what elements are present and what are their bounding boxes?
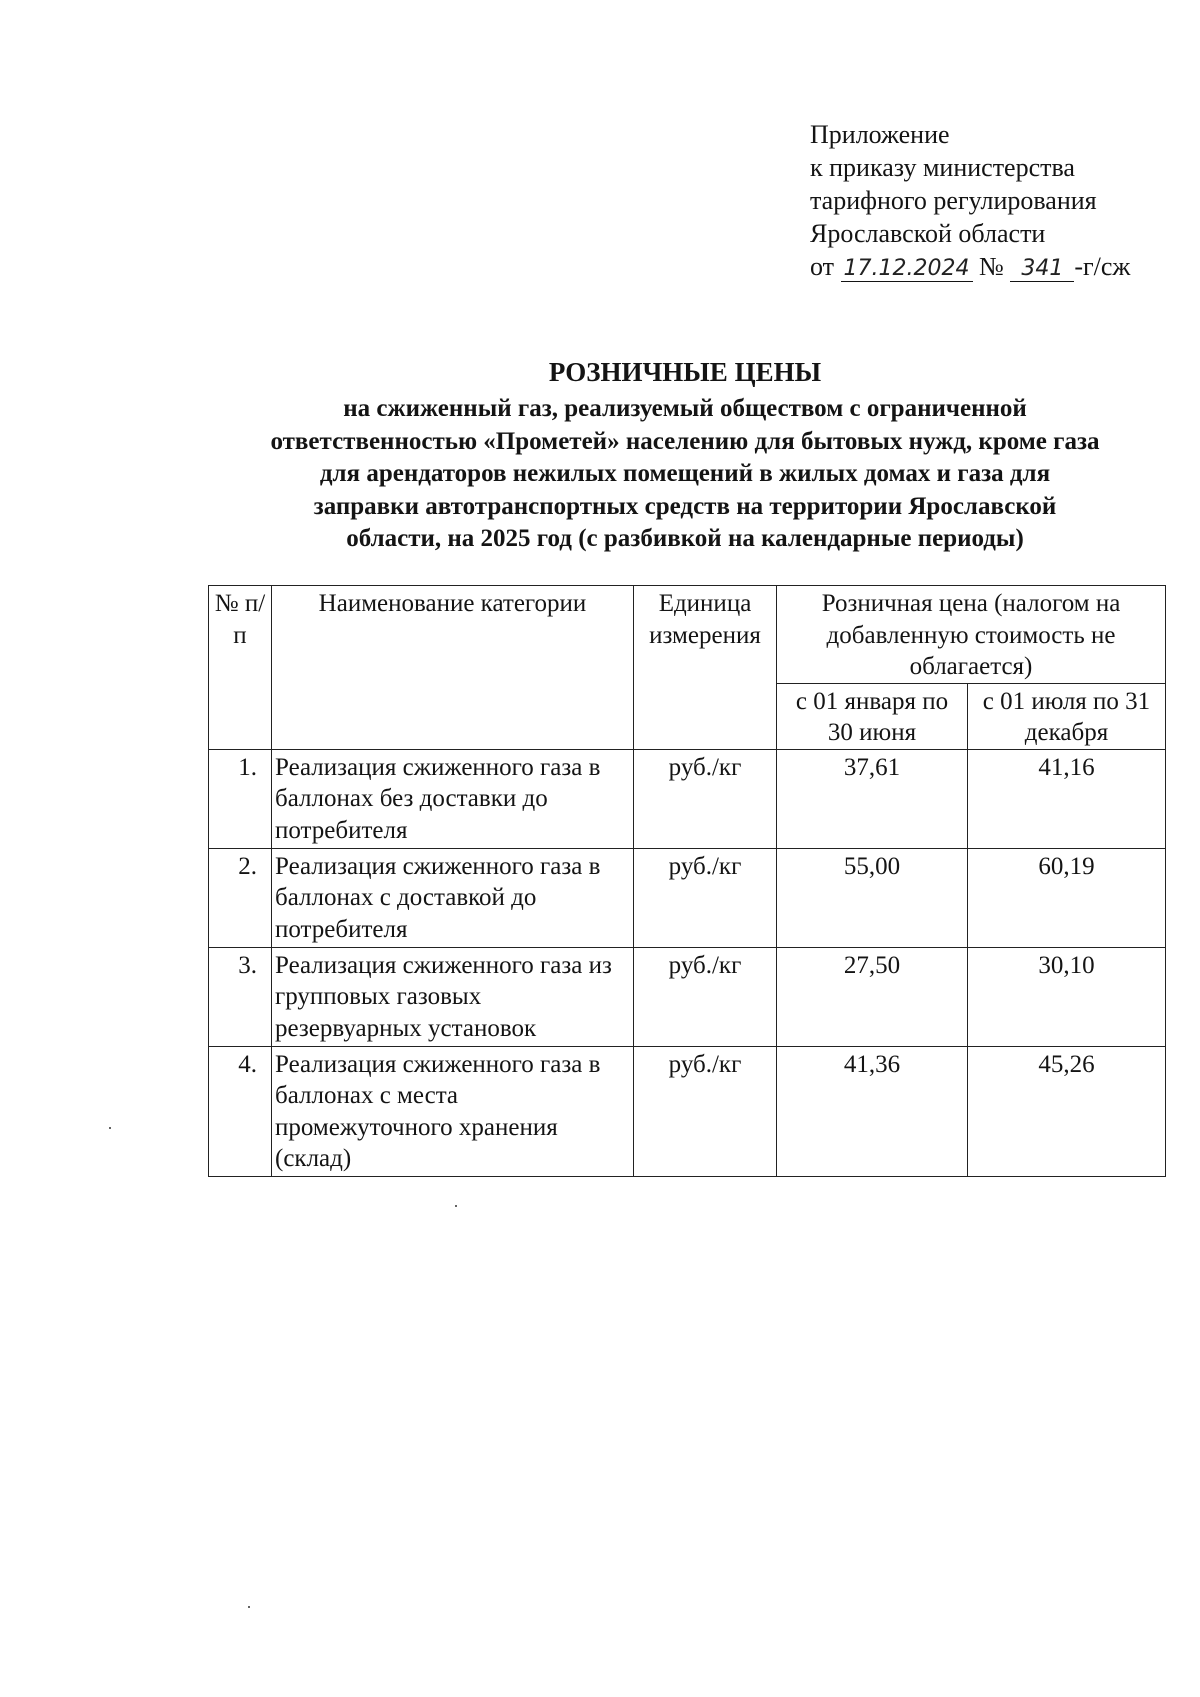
appendix-line-4: Ярославской области bbox=[810, 219, 1046, 248]
price-table bbox=[208, 585, 1166, 1177]
row-unit: руб./кг bbox=[634, 749, 777, 848]
row-num: 4. bbox=[209, 1046, 272, 1176]
handwritten-date: 17.12.2024 bbox=[841, 257, 973, 282]
row-unit: руб./кг bbox=[634, 1046, 777, 1176]
row-name: Реализация сжиженного газа из групповых газовых резервуарных установок bbox=[272, 947, 634, 1046]
title-sub-line-1: на сжиженный газ, реализуемый обществом с ограниченной bbox=[343, 395, 1027, 422]
appendix-prefix: от bbox=[810, 252, 835, 281]
row-price-period-2: 30,10 bbox=[968, 947, 1166, 1046]
row-price-period-2: 60,19 bbox=[968, 848, 1166, 947]
row-price-period-1: 55,00 bbox=[777, 848, 968, 947]
table-row bbox=[209, 947, 1166, 1046]
row-price-period-1: 27,50 bbox=[777, 947, 968, 1046]
appendix-line-5 bbox=[810, 250, 1130, 283]
handwritten-number: 341 bbox=[1010, 257, 1074, 282]
header-period-1: с 01 января по 30 июня bbox=[777, 683, 968, 749]
title-sub-line-2: ответственностью «Прометей» населению для бытовых нужд, кроме газа bbox=[270, 427, 1100, 455]
title-sub-line-5: области, на 2025 год (с разбивкой на календарные периоды) bbox=[346, 525, 1024, 552]
row-price-period-1: 41,36 bbox=[777, 1046, 968, 1176]
scan-speck bbox=[109, 1127, 111, 1129]
header-period-2: с 01 июля по 31 декабря bbox=[968, 683, 1166, 749]
row-num: 2. bbox=[209, 848, 272, 947]
row-price-period-1: 37,61 bbox=[777, 749, 968, 848]
row-name: Реализация сжиженного газа в баллонах с доставкой до потребителя bbox=[272, 848, 634, 947]
header-num: № п/п bbox=[209, 586, 272, 750]
header-unit: Единица измерения bbox=[634, 586, 777, 750]
row-unit: руб./кг bbox=[634, 848, 777, 947]
table-row bbox=[209, 848, 1166, 947]
row-name: Реализация сжиженного газа в баллонах без доставки до потребителя bbox=[272, 749, 634, 848]
appendix-no-sign: № bbox=[979, 252, 1004, 281]
appendix-suffix: -г/сж bbox=[1074, 252, 1131, 281]
appendix-line-3: тарифного регулирования bbox=[810, 186, 1097, 215]
table-row bbox=[209, 1046, 1166, 1176]
row-price-period-2: 45,26 bbox=[968, 1046, 1166, 1176]
appendix-line-2: к приказу министерства bbox=[810, 153, 1075, 182]
appendix-block bbox=[810, 118, 1130, 283]
header-name: Наименование категории bbox=[272, 586, 634, 750]
title-sub-line-3: для арендаторов нежилых помещений в жилых домах и газа для bbox=[319, 460, 1051, 487]
table-header-row bbox=[209, 586, 1166, 684]
header-price: Розничная цена (налогом на добавленную стоимость не облагается) bbox=[777, 586, 1166, 684]
row-name: Реализация сжиженного газа в баллонах с места промежуточного хранения (склад) bbox=[272, 1046, 634, 1176]
scan-speck bbox=[248, 1606, 250, 1608]
table-row bbox=[209, 749, 1166, 848]
appendix-line-1: Приложение bbox=[810, 120, 950, 149]
row-unit: руб./кг bbox=[634, 947, 777, 1046]
row-num: 3. bbox=[209, 947, 272, 1046]
title-main: РОЗНИЧНЫЕ ЦЕНЫ bbox=[548, 357, 822, 387]
row-num: 1. bbox=[209, 749, 272, 848]
scan-speck bbox=[455, 1205, 457, 1207]
row-price-period-2: 41,16 bbox=[968, 749, 1166, 848]
title-sub-line-4: заправки автотранспортных средств на территории Ярославской bbox=[313, 492, 1057, 520]
document-title bbox=[205, 355, 1165, 556]
